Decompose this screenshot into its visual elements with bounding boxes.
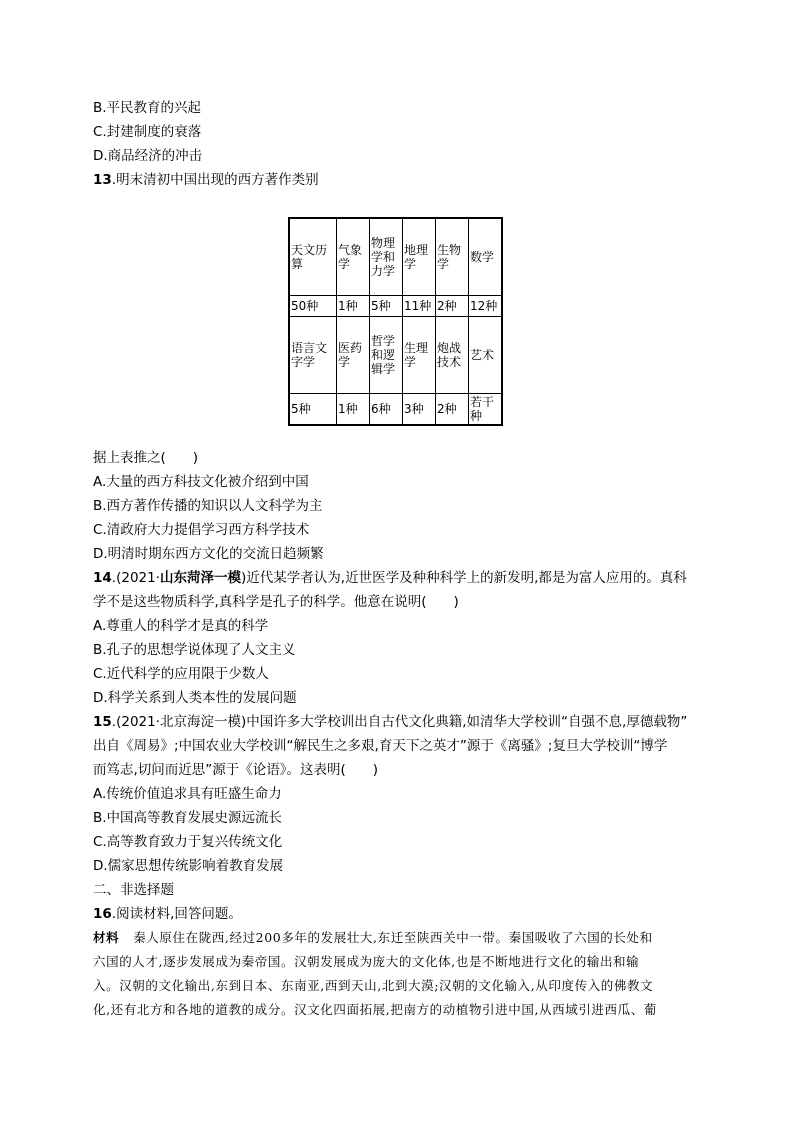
q14-option-a: A.尊重人的科学才是真的科学 (93, 618, 269, 634)
q16-material-line2: 六国的人才,逐步发展成为秦帝国。汉朝发展成为庞大的文化体,也是不断地进行文化的输出和输 (93, 954, 640, 969)
table-cell: 艺术 (469, 317, 503, 394)
q16-number: 16 (93, 906, 112, 922)
q14-option-b: B.孔子的思想学说体现了人文主义 (93, 642, 296, 658)
table-cell: 语言文字学 (289, 317, 337, 394)
q16-stem-text: .阅读材料,回答问题。 (111, 906, 242, 922)
table-cell: 1种 (337, 394, 370, 426)
material-label: 材料 (93, 930, 120, 945)
q13-stem-text: .明末清初中国出现的西方著作类别 (111, 172, 319, 188)
table-row (289, 394, 502, 426)
table-cell: 5种 (370, 296, 403, 317)
q12-option-d: D.商品经济的冲击 (93, 148, 203, 164)
q15-line1-text: .(2021·北京海淀一模)中国许多大学校训出自古代文化典籍,如清华大学校训“自强不息,厚德载物” (111, 714, 688, 730)
table-cell: 3种 (403, 394, 436, 426)
q14-option-c: C.近代科学的应用限于少数人 (93, 666, 269, 682)
table-cell: 生理学 (403, 317, 436, 394)
q13-option-b: B.西方著作传播的知识以人文科学为主 (93, 498, 323, 514)
table-cell: 地理学 (403, 218, 436, 296)
table-row (289, 317, 502, 394)
q15-option-d: D.儒家思想传统影响着教育发展 (93, 858, 284, 874)
table-row (289, 218, 502, 296)
western-works-table (288, 217, 503, 426)
q13-stem (93, 170, 319, 190)
table-cell: 50种 (289, 296, 337, 317)
table-cell: 医药学 (337, 317, 370, 394)
q15-option-b: B.中国高等教育发展史源远流长 (93, 810, 283, 826)
q12-option-b: B.平民教育的兴起 (93, 100, 202, 116)
q14-number: 14 (93, 570, 112, 586)
table-cell: 若干种 (469, 394, 503, 426)
q15-option-a: A.传统价值追求具有旺盛生命力 (93, 786, 282, 802)
table-cell: 2种 (436, 394, 469, 426)
table-cell: 气象学 (337, 218, 370, 296)
q14-option-d: D.科学关系到人类本性的发展问题 (93, 690, 297, 706)
table-cell: 6种 (370, 394, 403, 426)
q14-stem-line1 (93, 568, 687, 588)
table-cell: 物理学和力学 (370, 218, 403, 296)
q16-material-line4: 化,还有北方和各地的道教的成分。汉文化四面拓展,把南方的动植物引进中国,从西域引进西瓜、葡 (93, 1002, 657, 1017)
q15-option-c: C.高等教育致力于复兴传统文化 (93, 834, 283, 850)
q15-stem-line1 (93, 712, 687, 732)
q15-stem-line2: 出自《周易》;中国农业大学校训“解民生之多艰,育天下之英才”源于《离骚》;复旦大学校训“博学 (93, 738, 668, 754)
q16-stem (93, 904, 242, 924)
q15-stem-line3: 而笃志,切问而近思”源于《论语》。这表明( ) (93, 762, 379, 778)
q16-material-line1 (93, 926, 703, 950)
table-row (289, 296, 502, 317)
table-cell: 1种 (337, 296, 370, 317)
table-cell: 11种 (403, 296, 436, 317)
table-cell: 2种 (436, 296, 469, 317)
q14-pre: .(2021· (111, 570, 161, 586)
table-cell: 数学 (469, 218, 503, 296)
q14-stem-line2: 学不是这些物质科学,真科学是孔子的科学。他意在说明( ) (93, 594, 459, 610)
q13-option-c: C.清政府大力提倡学习西方科学技术 (93, 522, 310, 538)
q14-line1-rest: )近代某学者认为,近世医学及种种科学上的新发明,都是为富人应用的。真科 (241, 570, 687, 586)
table-cell: 天文历算 (289, 218, 337, 296)
q12-option-c: C.封建制度的衰落 (93, 124, 202, 140)
table-cell: 5种 (289, 394, 337, 426)
q14-source: 山东菏泽一模 (160, 570, 242, 586)
q15-number: 15 (93, 714, 112, 730)
table-cell: 炮战技术 (436, 317, 469, 394)
material-text: 秦人原住在陇西,经过200多年的发展壮大,东迁至陕西关中一带。秦国吸收了六国的长处和 (133, 930, 653, 945)
q13-option-d: D.明清时期东西方文化的交流日趋频繁 (93, 546, 324, 562)
q13-prompt: 据上表推之( ) (93, 450, 199, 466)
table-cell: 12种 (469, 296, 503, 317)
table-cell: 生物学 (436, 218, 469, 296)
section-title: 二、非选择题 (93, 882, 174, 898)
q13-option-a: A.大量的西方科技文化被介绍到中国 (93, 474, 309, 490)
q13-number: 13 (93, 172, 112, 188)
q16-material-line3: 入。汉朝的文化输出,东到日本、东南亚,西到天山,北到大漠;汉朝的文化输入,从印度传入的佛教文 (93, 978, 654, 993)
table-cell: 哲学和逻辑学 (370, 317, 403, 394)
